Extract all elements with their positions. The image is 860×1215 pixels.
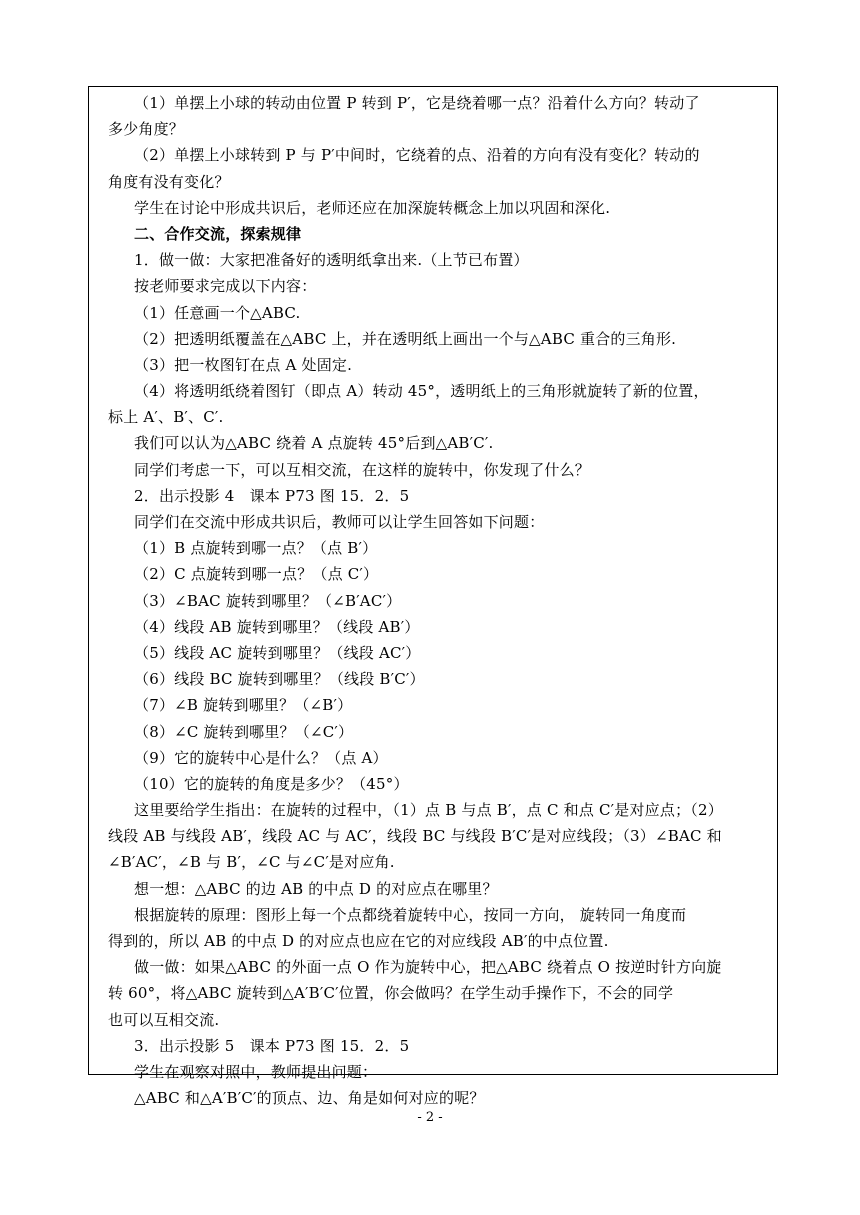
text-line: 线段 AB 与线段 AB′，线段 AC 与 AC′，线段 BC 与线段 B′C′是对应线段；（3）∠BAC 和 [108, 827, 722, 846]
text-line: 按老师要求完成以下内容： [134, 277, 317, 296]
text-line: （8）∠C 旋转到哪里？（∠C′） [134, 722, 354, 741]
section-heading: 二、合作交流，探索规律 [134, 224, 302, 243]
text-line: （9）它的旋转中心是什么？（点 A） [134, 748, 388, 767]
text-line: 根据旋转的原理：图形上每一个点都绕着旋转中心，按同一方向， 旋转同一角度而 [134, 905, 687, 924]
text-line: 学生在讨论中形成共识后，老师还应在加深旋转概念上加以巩固和深化. [134, 198, 611, 217]
text-line: △ABC 和△A′B′C′的顶点、边、角是如何对应的呢？ [134, 1089, 485, 1108]
text-line: （4）将透明纸绕着图钉（即点 A）转动 45°，透明纸上的三角形就旋转了新的位置， [134, 382, 709, 401]
text-line: （1）任意画一个△ABC. [134, 303, 301, 322]
text-line: 得到的，所以 AB 的中点 D 的对应点也应在它的对应线段 AB′的中点位置. [108, 932, 609, 950]
text-line: 学生在观察对照中，教师提出问题： [134, 1062, 378, 1081]
text-line: 也可以互相交流. [108, 1010, 220, 1029]
text-line: （2）单摆上小球转到 P 与 P′中间时，它绕着的点、沿着的方向有没有变化？转动的 [134, 146, 700, 165]
text-line: ∠B′AC′，∠B 与 B′，∠C 与∠C′是对应角. [108, 853, 395, 872]
text-line: （7）∠B 旋转到哪里？（∠B′） [134, 696, 353, 715]
text-line: （10）它的旋转的角度是多少？（45°） [134, 774, 409, 793]
text-line: （3）把一枚图钉在点 A 处固定. [134, 355, 353, 374]
text-line: （1）单摆上小球的转动由位置 P 转到 P′，它是绕着哪一点？沿着什么方向？转动了 [134, 94, 700, 112]
text-line: 同学们考虑一下，可以互相交流，在这样的旋转中，你发现了什么？ [134, 460, 591, 479]
text-line: 想一想：△ABC 的边 AB 的中点 D 的对应点在哪里？ [134, 879, 498, 898]
text-line: （2）C 点旋转到哪一点？（点 C′） [134, 565, 379, 584]
page-number: - 2 - [417, 1110, 443, 1125]
text-line: （6）线段 BC 旋转到哪里？（线段 B′C′） [134, 670, 425, 689]
text-line: （5）线段 AC 旋转到哪里？（线段 AC′） [134, 643, 421, 662]
text-line: 转 60°，将△ABC 旋转到△A′B′C′位置，你会做吗？在学生动手操作下，不会的同学 [108, 984, 674, 1003]
text-line: （2）把透明纸覆盖在△ABC 上，并在透明纸上画出一个与△ABC 重合的三角形. [134, 329, 677, 348]
text-line: （4）线段 AB 旋转到哪里？（线段 AB′） [134, 617, 420, 636]
text-line: 角度有没有变化？ [108, 172, 230, 191]
text-line: 3．出示投影 5 课本 P73 图 15．2．5 [134, 1036, 410, 1055]
text-line: 1．做一做：大家把准备好的透明纸拿出来.（上节已布置） [134, 251, 529, 270]
text-line: 同学们在交流中形成共识后，教师可以让学生回答如下问题： [134, 513, 545, 531]
body-text [108, 90, 772, 1111]
text-line: （3）∠BAC 旋转到哪里？（∠B′AC′） [134, 591, 402, 610]
text-line: 多少角度？ [108, 120, 185, 139]
text-line: 这里要给学生指出：在旋转的过程中，（1）点 B 与点 B′，点 C 和点 C′是对应点；（2） [134, 801, 723, 820]
text-line: 2．出示投影 4 课本 P73 图 15．2．5 [134, 486, 410, 505]
text-line: 我们可以认为△ABC 绕着 A 点旋转 45°后到△AB′C′. [134, 434, 494, 453]
text-line: 做一做：如果△ABC 的外面一点 O 作为旋转中心，把△ABC 绕着点 O 按逆时针方向旋 [134, 958, 722, 977]
text-line: （1）B 点旋转到哪一点？（点 B′） [134, 539, 378, 558]
text-line: 标上 A′、B′、C′. [108, 408, 224, 427]
